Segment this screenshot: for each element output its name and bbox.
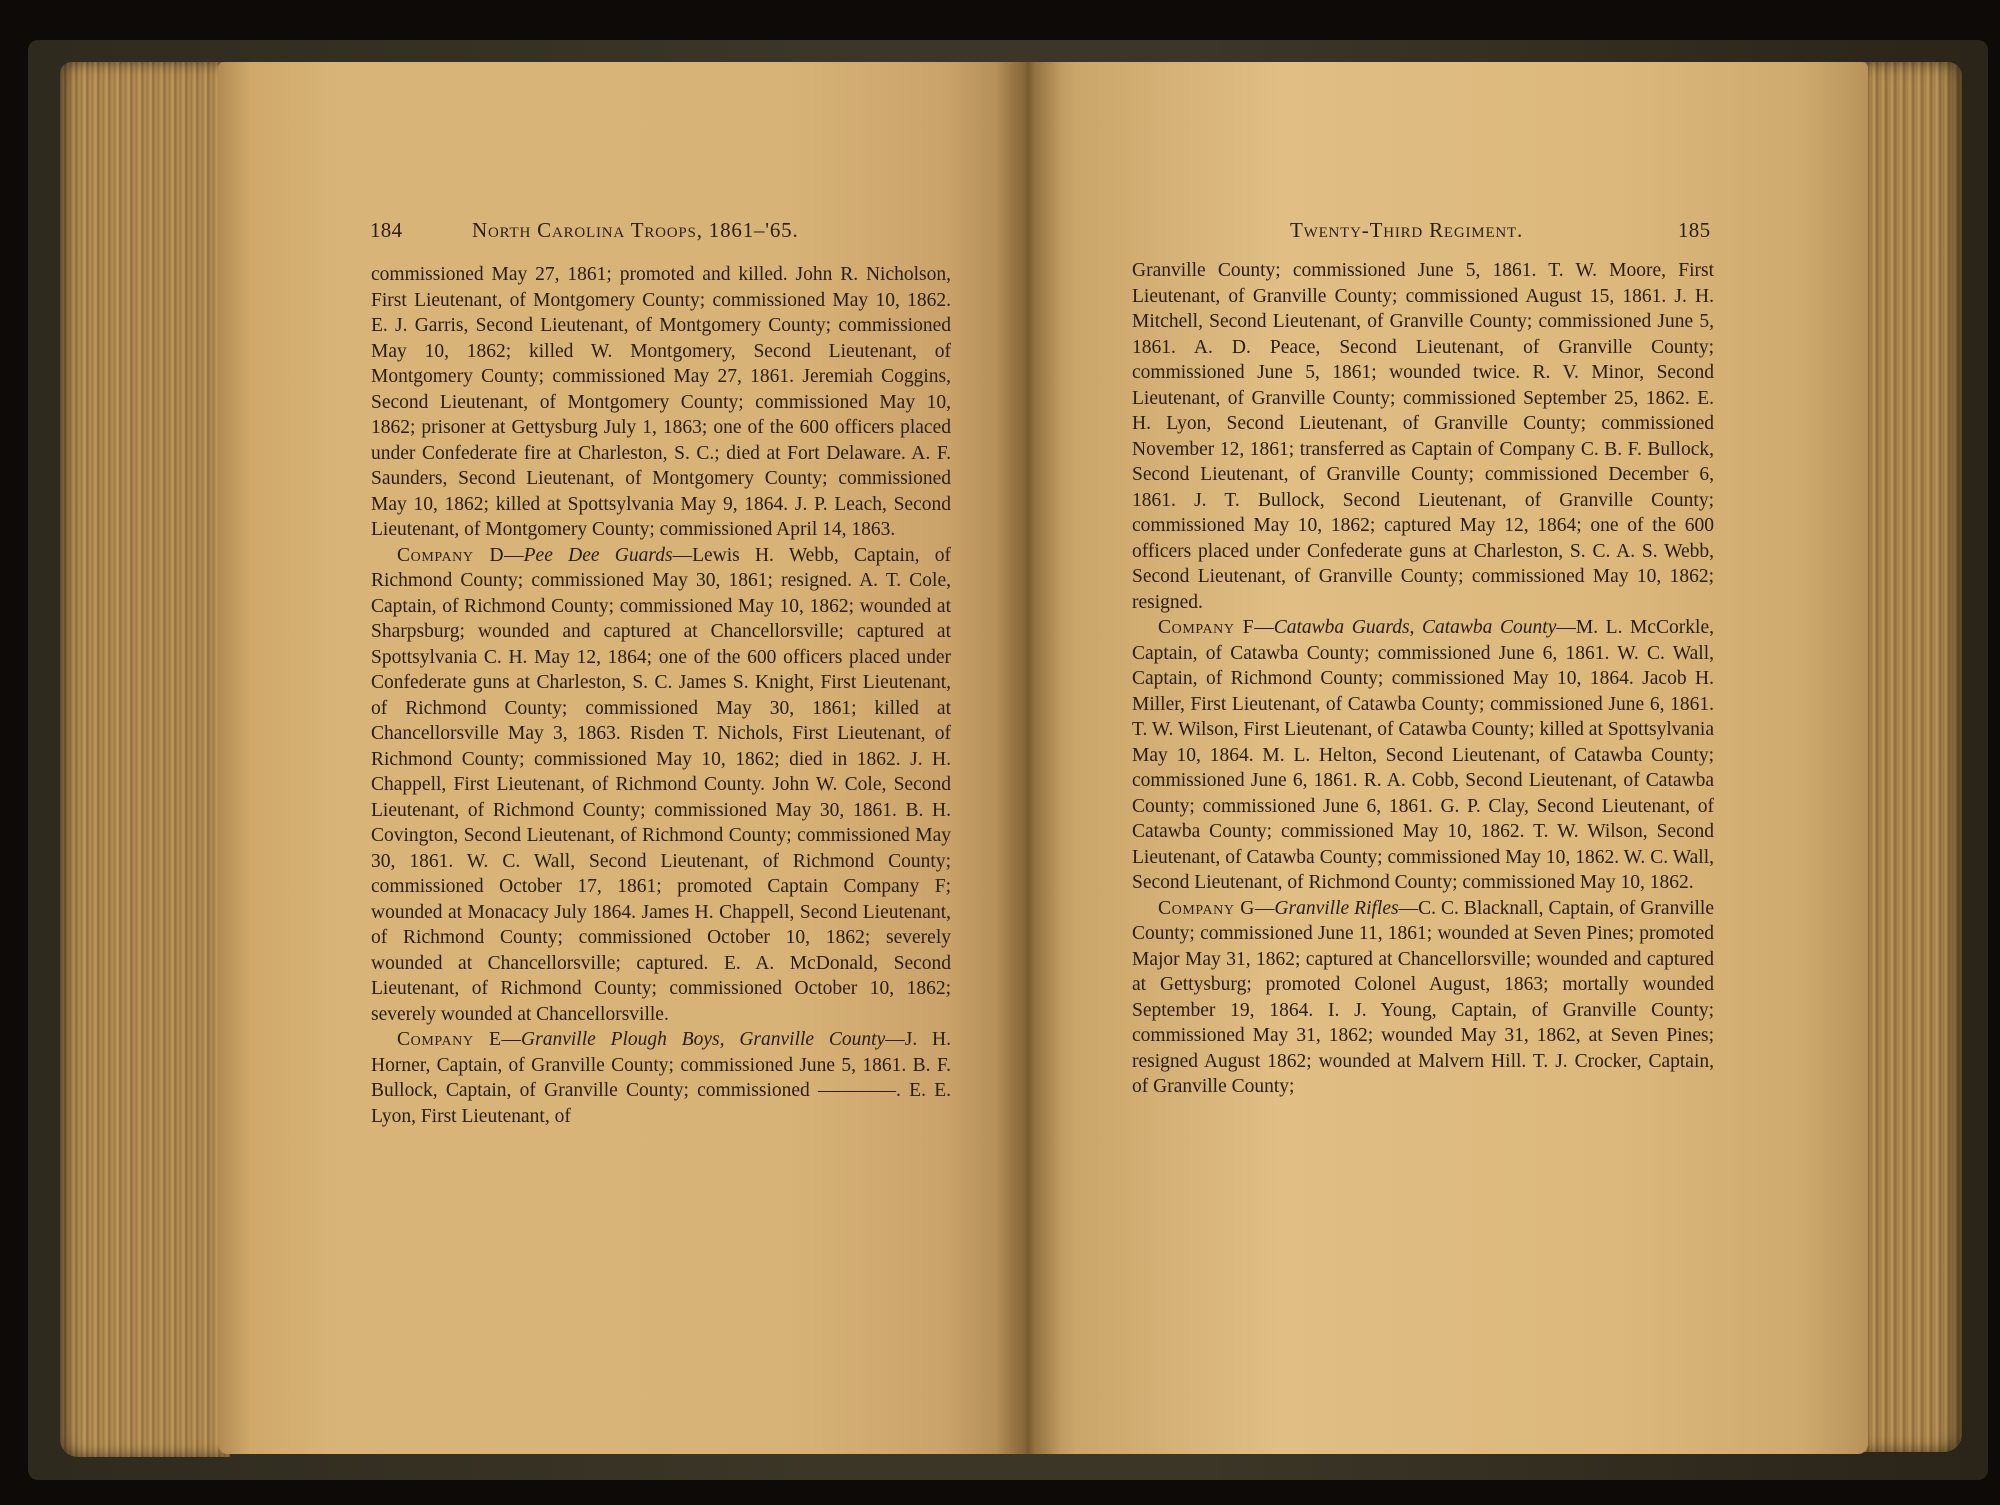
right-running-head: Twenty-Third Regiment. — [1290, 218, 1524, 242]
paragraph: Company E—Granville Plough Boys, Granville County—J. H. Horner, Captain, of Granville County; commissioned June 5, 1861. B. F. Bullock, Captain, of Granville County; commissioned ————. E. E. Lyon, First Lieutenant, of — [371, 1029, 951, 1127]
right-page-text — [1132, 258, 1714, 1100]
paragraph-text: —C. C. Blacknall, Captain, of Granville County; commissioned June 11, 1861; wounded at Seven Pines; promoted Major May 31, 1862; captured at Chancellorsville; wounded and captured at Gettysburg; promoted Colonel August, 1863; mortally wounded September 19, 1864. I. J. Young, Captain, of Granville County; commissioned May 31, 1862; wounded May 31, 1862, at Seven Pines; resigned August 1862; wounded at Malvern Hill. T. J. Crocker, Captain, of Granville County; — [1132, 897, 1714, 1097]
paragraph-text: —J. H. Horner, Captain, of Granville County; commissioned June 5, 1861. B. F. Bullock, Captain, of Granville County; commissioned ————. E. E. Lyon, First Lieutenant, of — [371, 1029, 951, 1127]
paragraph — [1132, 258, 1714, 615]
paragraph-text: commissioned May 27, 1861; promoted and killed. John R. Nicholson, First Lieutenant, of Montgomery County; commissioned May 10, 1862. E. J. Garris, Second Lieutenant, of Montgomery County; commissioned May 10, 1862; killed W. Montgomery, Second Lieutenant, of Montgomery County; commissioned May 27, 1861. Jeremiah Coggins, Second Lieutenant, of Montgomery County; commissioned May 10, 1862; prisoner at Gettysburg July 1, 1863; one of the 600 officers placed under Confederate fire at Charleston, S. C.; died at Fort Delaware. A. F. Saunders, Second Lieutenant, of Montgomery County; commissioned May 10, 1862; killed at Spottsylvania May 9, 1864. J. P. Leach, Second Lieutenant, of Montgomery County; commissioned April 14, 1863. — [371, 264, 951, 540]
paragraph-text: —M. L. McCorkle, Captain, of Catawba County; commissioned June 6, 1861. W. C. Wall, Captain, of Richmond County; commissioned May 10, 1864. Jacob H. Miller, First Lieutenant, of Catawba County; commissioned June 6, 1861. T. W. Wilson, First Lieutenant, of Catawba County; killed at Spottsylvania May 10, 1864. M. L. Helton, Second Lieutenant, of Catawba County; commissioned June 6, 1861. R. A. Cobb, Second Lieutenant, of Catawba County; commissioned June 6, 1861. G. P. Clay, Second Lieutenant, of Catawba County; commissioned May 10, 1862. T. W. Wilson, Second Lieutenant, of Catawba County; commissioned May 10, 1862. W. C. Wall, Second Lieutenant, of Richmond County; commissioned May 10, 1862. — [1132, 617, 1714, 893]
company-heading: Company G — [1158, 897, 1255, 919]
paragraph: Company F—Catawba Guards, Catawba County—M. L. McCorkle, Captain, of Catawba County; commissioned June 6, 1861. W. C. Wall, Captain, of Richmond County; commissioned May 10, 1864. Jacob H. Miller, First Lieutenant, of Catawba County; commissioned June 6, 1861. T. W. Wilson, First Lieutenant, of Catawba County; killed at Spottsylvania May 10, 1864. M. L. Helton, Second Lieutenant, of Catawba County; commissioned June 6, 1861. R. A. Cobb, Second Lieutenant, of Catawba County; commissioned June 6, 1861. G. P. Clay, Second Lieutenant, of Catawba County; commissioned May 10, 1862. T. W. Wilson, Second Lieutenant, of Catawba County; commissioned May 10, 1862. W. C. Wall, Second Lieutenant, of Richmond County; commissioned May 10, 1862. — [1132, 617, 1714, 893]
right-page-number: 185 — [1678, 218, 1711, 242]
company-heading: Company F — [1158, 617, 1255, 638]
paragraph-text: Granville County; commissioned June 5, 1861. T. W. Moore, First Lieutenant, of Granville County; commissioned August 15, 1861. J. H. Mitchell, Second Lieutenant, of Granville County; commissioned June 5, 1861. A. D. Peace, Second Lieutenant, of Granville County; commissioned June 5, 1861; wounded twice. R. V. Minor, Second Lieutenant, of Granville County; commissioned September 25, 1862. E. H. Lyon, Second Lieutenant, of Granville County; commissioned November 12, 1861; transferred as Captain of Company C. B. F. Bullock, Second Lieutenant, of Granville County; commissioned December 6, 1861. J. T. Bullock, Second Lieutenant, of Granville County; commissioned May 10, 1862; captured May 12, 1864; one of the 600 officers placed under Confederate guns at Charleston, S. C. A. S. Webb, Second Lieutenant, of Granville County; commissioned May 10, 1862; resigned. — [1132, 260, 1714, 613]
page-edges-left — [60, 62, 230, 1457]
company-name: Granville Rifles — [1274, 897, 1399, 919]
paragraph — [371, 262, 951, 543]
page-edges-right — [1862, 62, 1962, 1452]
paragraph-text: —Lewis H. Webb, Captain, of Richmond County; commissioned May 30, 1861; resigned. A. T. Cole, Captain, of Richmond County; commissioned May 10, 1862; wounded at Sharpsburg; wounded and captured at Chancellorsville; captured at Spottsylvania C. H. May 12, 1864; one of the 600 officers placed under Confederate guns at Charleston, S. C. James S. Knight, First Lieutenant, of Richmond County; commissioned May 30, 1861; killed at Chancellorsville May 3, 1863. Risden T. Nichols, First Lieutenant, of Richmond County; commissioned May 10, 1862; died in 1862. J. H. Chappell, First Lieutenant, of Richmond County. John W. Cole, Second Lieutenant, of Richmond County; commissioned May 30, 1861. B. H. Covington, Second Lieutenant, of Richmond County; commissioned May 30, 1861. W. C. Wall, Second Lieutenant, of Richmond County; commissioned October 17, 1861; promoted Captain Company F; wounded at Monacacy July 1864. James H. Chappell, Second Lieutenant, of Richmond County; commissioned October 10, 1862; severely wounded at Chancellorsville; captured. E. A. McDonald, Second Lieutenant, of Richmond County; commissioned October 10, 1862; severely wounded at Chancellorsville. — [371, 544, 951, 1025]
company-name: Pee Dee Guards — [523, 544, 673, 566]
paragraph: Company G—Granville Rifles—C. C. Blacknall, Captain, of Granville County; commissioned June 11, 1861; wounded at Seven Pines; promoted Major May 31, 1862; captured at Chancellorsville; wounded and captured at Gettysburg; promoted Colonel August, 1863; mortally wounded September 19, 1864. I. J. Young, Captain, of Granville County; commissioned May 31, 1862; wounded May 31, 1862, at Seven Pines; resigned August 1862; wounded at Malvern Hill. T. J. Crocker, Captain, of Granville County; — [1132, 897, 1714, 1097]
book-gutter — [996, 62, 1060, 1454]
left-page-text — [371, 262, 951, 1129]
paragraph: Company D—Pee Dee Guards—Lewis H. Webb, Captain, of Richmond County; commissioned May 30, 1861; resigned. A. T. Cole, Captain, of Richmond County; commissioned May 10, 1862; wounded at Sharpsburg; wounded and captured at Chancellorsville; captured at Spottsylvania C. H. May 12, 1864; one of the 600 officers placed under Confederate guns at Charleston, S. C. James S. Knight, First Lieutenant, of Richmond County; commissioned May 30, 1861; killed at Chancellorsville May 3, 1863. Risden T. Nichols, First Lieutenant, of Richmond County; commissioned May 10, 1862; died in 1862. J. H. Chappell, First Lieutenant, of Richmond County. John W. Cole, Second Lieutenant, of Richmond County; commissioned May 30, 1861. B. H. Covington, Second Lieutenant, of Richmond County; commissioned May 30, 1861. W. C. Wall, Second Lieutenant, of Richmond County; commissioned October 17, 1861; promoted Captain Company F; wounded at Monacacy July 1864. James H. Chappell, Second Lieutenant, of Richmond County; commissioned October 10, 1862; severely wounded at Chancellorsville; captured. E. A. McDonald, Second Lieutenant, of Richmond County; commissioned October 10, 1862; severely wounded at Chancellorsville. — [371, 544, 951, 1025]
left-page-number: 184 — [370, 218, 403, 242]
company-heading: Company D — [397, 544, 505, 566]
left-running-head: North Carolina Troops, 1861–'65. — [472, 218, 799, 242]
company-name: Catawba Guards, Catawba County — [1273, 617, 1557, 638]
company-name: Granville Plough Boys, Granville County — [521, 1029, 886, 1050]
company-heading: Company E — [397, 1029, 502, 1050]
